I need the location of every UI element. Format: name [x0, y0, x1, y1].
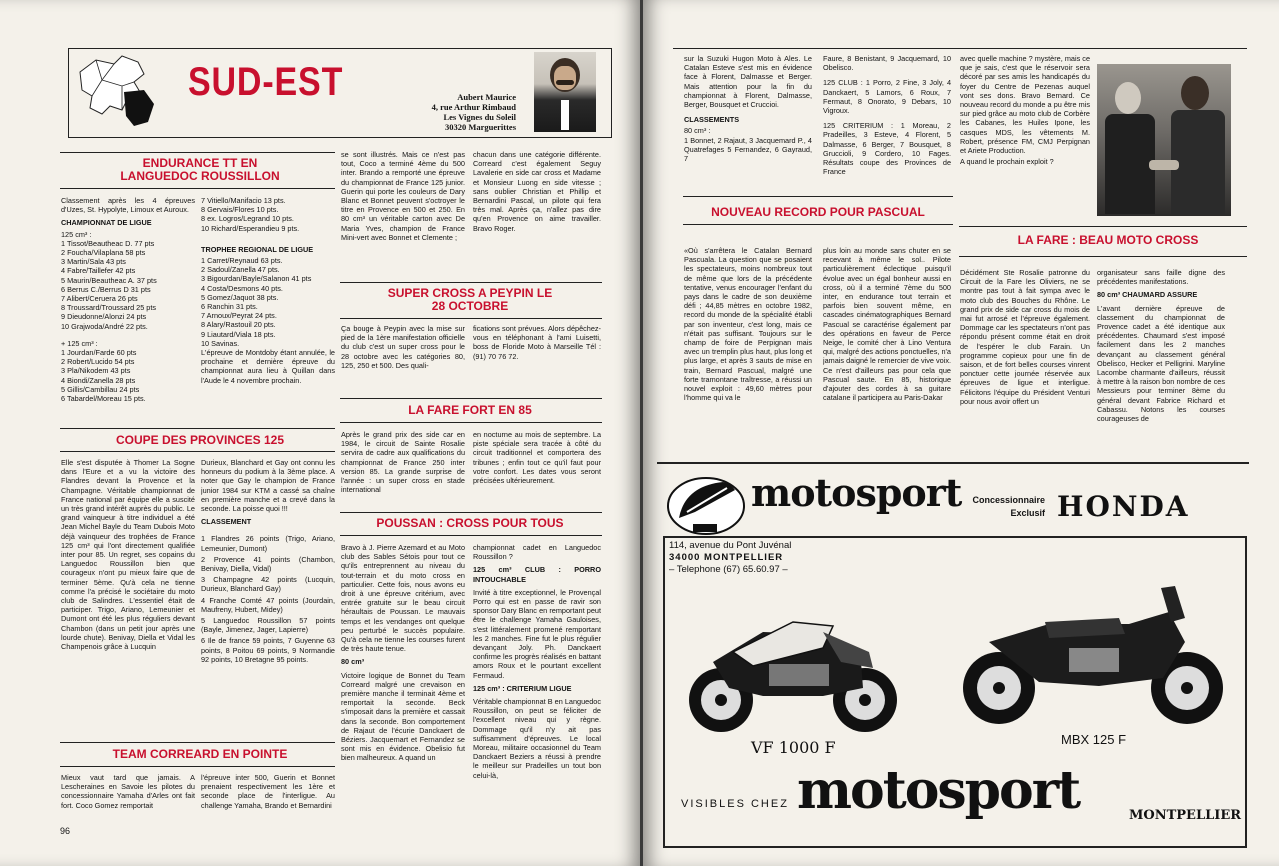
right-col1 [684, 54, 812, 194]
result-line: 4 Fabre/Taillefer 42 pts [61, 266, 136, 276]
rule [959, 226, 1247, 227]
rule [60, 152, 335, 153]
lafarefort-text-2: en nocturne au mois de septembre. La piste spéciale sera tracée à côté du circuit traditionnel et comportera des tribunes ; enfin tout ce qu'il faut pour votre confort. Les dates vous seront précisées ultérieurement. [473, 430, 601, 486]
subhead: 125 cm³ CLUB : PORRO INTOUCHABLE [473, 565, 601, 584]
result-line: 4 Franche Comté 47 points (Jourdain, Maufreny, Hubert, Midey) [201, 595, 335, 614]
lafare-text-2: organisateur sans faille digne des précédentes manifestations. [1097, 268, 1225, 287]
region-map-icon [74, 52, 160, 132]
right-col1-text: sur la Suzuki Hugon Moto à Ales. Le Catalan Esteve s'est mis en évidence face à Florent, Dalmasse et Berger. Mais attention pour la fin du championnat à Florent, Dalmasse, Berger, Bousquet et Cruccioi. [684, 54, 812, 110]
rule [60, 188, 335, 189]
rule [60, 766, 335, 767]
motorcycle-mbx125f-image [949, 578, 1239, 736]
poussan-text-2: championnat cadet en Languedoc Roussillon ? [473, 543, 601, 562]
result-line: 8 Gervais/Flores 10 pts. [201, 205, 279, 215]
result-line: 10 Grajwoda/André 22 pts. [61, 321, 148, 331]
lafare-title: LA FARE : BEAU MOTO CROSS [1017, 233, 1199, 247]
concession-block [949, 494, 1045, 520]
result-line: 6 Ranchin 31 pts. [201, 302, 258, 312]
contact-line: Les Vignes du Soleil [443, 112, 516, 122]
supercross-title: SUPER CROSS A PEYPIN LE 28 OCTOBRE [387, 286, 553, 313]
rule [60, 742, 335, 743]
right-col3-end: A quand le prochain exploit ? [960, 157, 1054, 167]
result-line: 5 Gomez/Jaquot 38 pts. [201, 292, 279, 302]
subhead: TROPHEE REGIONAL DE LIGUE [201, 244, 314, 254]
result-line: 8 Troussard/Troussard 25 pts [61, 303, 157, 313]
page-number: 96 [60, 826, 71, 836]
result-line: 7 Vitiello/Manifacio 13 pts. [201, 196, 286, 205]
poussan-text-crit: Véritable championnat B en Languedoc Roussillon, on peut se féliciter de l'excellent niveau qui y règne. Dommage qu'il n'y ait pas suffisamment d'épreuves. Le local Moreau, militaire occasionnel du Team Danckaert Beziers a réussi à prendre le meilleur sur Pradeilles un tout bon celui-là, [473, 697, 601, 780]
rule [657, 462, 1249, 464]
right-page [643, 0, 1279, 866]
correard-title: TEAM CORREARD EN POINTE [112, 747, 288, 761]
result-line: 8 ex. Logros/Legrand 10 pts. [201, 214, 294, 224]
right-col2-crit: 125 CRITERIUM : 1 Moreau, 2 Pradeilles, 3 Esteve, 4 Florent, 5 Dalmasse, 6 Berger, 7 Bousquet, 8 Gruccioli, 9 Cordero, 10 Fages. Résultats coupe des Provinces de France [823, 121, 951, 177]
result-line: 5 Maurin/Beautheac A. 37 pts [61, 275, 157, 285]
rule [340, 318, 602, 319]
honda-text: HONDA [1057, 490, 1190, 523]
result-line: 3 Pla/Nikodem 43 pts [61, 366, 131, 376]
result-line: 9 Dieudonne/Alonzi 24 pts [61, 312, 147, 322]
result-line: 7 Arnoux/Peyrat 24 pts. [201, 311, 277, 321]
result-line: 3 Champagne 42 points (Lucquin, Durieux, Blanchard Gay) [201, 575, 335, 594]
result-line: 4 Costa/Desmons 40 pts. [201, 283, 283, 293]
result-line: 1 Jourdan/Farde 60 pts [61, 348, 137, 358]
result-line: 3 Bigourdan/Bayle/Salanon 41 pts [201, 274, 312, 284]
rule [340, 422, 602, 423]
visibles-label: VISIBLES CHEZ [681, 798, 789, 810]
endurance-col1 [61, 196, 195, 434]
address-line: – Telephone (67) 65.60.97 – [669, 564, 788, 575]
result-line: 6 Berrus C./Berrus D 31 pts [61, 284, 151, 294]
poussan-col1 [341, 543, 465, 835]
motorcycle-vf1000f-image [673, 592, 913, 742]
rule [683, 196, 953, 197]
contact-block [380, 92, 516, 132]
rule [683, 224, 953, 225]
result-line: 5 Languedoc Roussillon 57 points (Bayle, Jimenez, Jager, Lapierre) [201, 616, 335, 635]
endurance-title: ENDURANCE TT EN LANGUEDOC ROUSSILLON [120, 156, 280, 183]
subhead: 80 cm³ [341, 657, 365, 667]
result-line: 6 Ile de france 59 points, 7 Guyenne 63 points, 8 Poitou 69 points, 9 Normandie 92 points, 10 Bretagne 95 points. [201, 636, 335, 664]
rule [673, 48, 1247, 49]
lafarefort-text-1: Après le grand prix des side car en 1984, le circuit de Sainte Rosalie servira de cadre aux qualifications du championnat de France 250 inter version 85. La grande surprise de l'année : un super cross en stade international [341, 430, 465, 495]
supercross-text-1: Ça bouge à Peypin avec la mise sur pied de la 1ère manifestation officielle du club c'est un super cross pour le 28 octobre avec les catégories 80, 125, 250 et 500. Des quali- [341, 324, 465, 370]
result-line: 9 Liautard/Viala 18 pts. [201, 329, 276, 339]
result-line: 10 Savinas. [201, 338, 240, 348]
correard-text-2: l'épreuve inter 500, Guerin et Bonnet prenaient respectivement les 1ère et seconde place de l'interligue. Au challenge Yamaha, Brando et Bernardini [201, 773, 335, 810]
coupe-text-2: Durieux, Blanchard et Gay ont connu les honneurs du podium à la 3ème place. A noter que Gay le champion de France junior 1984 sur KTM a cassé sa chaîne en première manche et a crevé dans la seconde. La poisse quoi !!! [201, 458, 335, 514]
poussan-title: POUSSAN : CROSS POUR TOUS [376, 516, 564, 530]
ad-brand-footer: motosport [797, 760, 1080, 821]
endurance-col2 [201, 196, 335, 434]
class-label: 125 cm³ : [61, 229, 92, 239]
rule [60, 451, 335, 452]
result-line: 2 Sadoul/Zanella 47 pts. [201, 265, 280, 275]
handshake-photo [1097, 64, 1231, 216]
right-col3 [960, 54, 1090, 214]
correard-continued-1: se sont illustrés. Mais ce n'est pas tout, Coco a terminé 4ème du 500 inter. Brando a remporté une épreuve du championnat de France 125 junior. Guerin qui porte les couleurs de Dary Blanc et Bonnet peuvent s'octroyer le titre en Provence en 500 et 250. En 80 cm³ un véritable carton avec De Maria Yves, champion de France Mini-vert avec Bonnet et Clemente ; [341, 150, 465, 242]
coupe-col2 [201, 458, 335, 738]
lafare-text-1: Décidément Ste Rosalie patronne du Circuit de la Fare les Oliviers, ne se montre pas tout à fait sympa avec le moto club des Bouches du Rhône. Le grand prix de side car cross du mois de mai fut arrosé et l'épreuve également. Dommage car les spectateurs n'ont pas répondu présent comme était en droit de l'espérer le club Farain. Un programme copieux pour une fin de saison, et de fort belles courses vinrent ponctuer cette journée réservée aux épreuves de ligue et interligue. Félicitons l'équipe du Président Venturi pour nous avoir offert un [960, 268, 1090, 406]
address-line: 34000 MONTPELLIER [669, 552, 784, 563]
result-line: 1 Carret/Reynaud 63 pts. [201, 256, 283, 266]
subhead: 80 cm³ CHAUMARD ASSURE [1097, 290, 1198, 300]
result-line: 2 Robert/Lucido 54 pts [61, 357, 135, 367]
concession-line: Exclusif [1010, 508, 1045, 518]
correard-text-1: Mieux vaut tard que jamais. A Lescheraines en Savoie les pilotes du concessionnaire Yamaha d'Arles ont fait fort. Coco Gomez remportait [61, 773, 195, 810]
result-line: 3 Martin/Sala 43 pts [61, 257, 126, 267]
class-label: + 125 cm³ : [61, 338, 98, 348]
subhead: CLASSEMENT [201, 517, 252, 527]
region-title: SUD-EST [188, 60, 344, 104]
rule [959, 256, 1247, 257]
model1-label: VF 1000 F [751, 738, 836, 757]
model2-label: MBX 125 F [1061, 732, 1127, 747]
result-line: 2 Foucha/Vilaplana 58 pts [61, 248, 146, 258]
poussan-text-1: Bravo à J. Pierre Azemard et au Moto club des Sables Sétois pour tout ce qu'ils entreprennent au niveau du tout-terrain et du moto cross en particulier. Cette fois, nous avons eu droit à une épreuve critérium, avec entrée gratuite sur le beau circuit héraultais de Poussan. Le mauvais temps et les vendanges ont quelque peu perturbé le succès populaire. Qu'à cela ne tienne les courses furent de très haute tenue. [341, 543, 465, 654]
contact-line: 30320 Marguerittes [444, 122, 516, 132]
record-title: NOUVEAU RECORD POUR PASCUAL [711, 205, 925, 219]
ad-brand: motosport [751, 470, 962, 515]
subhead: 125 cm³ : CRITERIUM LIGUE [473, 683, 572, 693]
lafare-text-80: L'avant dernière épreuve de classement du championnat de Provence cadet a été identique aux précédentes. Chaumard s'est imposé facilement dans les 2 manches devançant au classement général Obelisco, Hecker et Pelligrini. Maryline Lacombe charmante d'ailleurs, réussit à mettre à la raison bon nombre de ces Messieurs pour terminer 8ème du général devant Fabrice Richard et Cabassu. Notons les courses courageuses de [1097, 303, 1225, 424]
right-col2-club: 125 CLUB : 1 Porro, 2 Fine, 3 Joly, 4 Danckaert, 5 Lamors, 6 Roux, 7 Fermaut, 8 Onorato, 9 Debars, 10 Vigroux. [823, 78, 951, 116]
right-col3-text: avec quelle machine ? mystère, mais ce que je sais, c'est que le réservoir sera décoré par ses amis les handicapés du foyer du Centre de Pezenas auquel vont ses dons. Bravo Bernard. Ce nouveau record du monde a pu être mis sur pied grâce au moto club de Corbère les Cabanes, les Huiles Ipone, les casques MDS, les vêtements M. Robert, présence FM, CMJ Perpignan et Ariete Production. [960, 54, 1090, 156]
result-line: 7 Alibert/Ceruera 26 pts [61, 294, 138, 304]
address-line: 114, avenue du Pont Juvénal [669, 540, 792, 551]
lafarefort-title: LA FARE FORT EN 85 [408, 403, 532, 417]
honda-wing-logo [665, 466, 747, 538]
right-col2 [823, 54, 951, 194]
result-line: 2 Provence 41 points (Chambon, Benivay, Diella, Vidal) [201, 554, 335, 574]
rule [340, 282, 602, 283]
right-col1-list: 1 Bonnet, 2 Rajaut, 3 Jacquemard P., 4 Quatrefages 5 Fernandez, 6 Gayraud, 7 [684, 135, 812, 164]
poussan-col2 [473, 543, 601, 835]
class-label: 80 cm³ : [684, 126, 711, 136]
contact-line: Aubert Maurice [457, 92, 516, 102]
result-line: 5 Gillis/Cambillau 24 pts [61, 384, 140, 394]
result-line: 6 Tabardel/Moreau 15 pts. [61, 394, 146, 404]
ad-address [669, 540, 791, 576]
right-col2-top: Faure, 8 Benistant, 9 Jacquemard, 10 Obelisco. [823, 54, 951, 73]
subhead: CHAMPIONNAT DE LIGUE [61, 218, 152, 228]
coupe-text-1: Elle s'est disputée à Thomer La Sogne dans l'Eure et a vu la victoire des Flandres devant la Provence et la Champagne. Véritable championnat de France national par équipe elle a suscité un très grand intérêt auprès du public. Le grand vainqueur à titre individuel a été Jean Michel Bayle du Team Dubois Moto déjà vainqueur des trophées de France 125 cm³ qui l'ont directement qualifiée inter pour 85. Un regret, ses copains du Languedoc Roussillon bien que courageux n'ont pu mieux faire que de terminer 5ème. Qu'à cela ne tienne comme l'a précisé le sociétaire du moto club de Salindres. L'essentiel était de participer. Trigo, Ariano, Lemeunier et Dumont ont été les plus réguliers devant Chambon (dans un petit jour après une lourde chute). Benivay, Diella et Vidal les Champenois grâce à Lucquin [61, 458, 195, 652]
result-line: 10 Richard/Esperandieu 9 pts. [201, 223, 300, 233]
result-line: 1 Flandres 26 points (Trigo, Ariano, Lemeunier, Dumont) [201, 534, 335, 553]
contact-line: 4, rue Arthur Rimbaud [431, 102, 516, 112]
record-text-1: «Où s'arrêtera le Catalan Bernard Pascuala. La question que se posaient les spectateurs, moins nombreux tout de même que lors de la précédente tentative, venus encourager l'enfant du pays dans le cadre de son deuxième défi ; 44,85 mètres en octobre 1982, record du monde de la spécialité établi par son inventeur, c'est long, mais ce n'était pas suffisant. Toujours sur le champ de foire de Perpignan mais avec un tremplin plus haut, plus long et plus large, et après 3 sauts de mise en train, Bernard Pascual, malgré une forte tramontane traîtresse, a réussi un nouvel exploit : 49,60 mètres pour l'homme qui va le [684, 246, 812, 403]
rule [60, 428, 335, 429]
coupe-title: COUPE DES PROVINCES 125 [115, 433, 285, 447]
author-photo [534, 52, 596, 132]
poussan-text-80: Victoire logique de Bonnet du Team Correard malgré une crevaison en première manche il terminait 4ème et remportait la seconde. Beck s'imposait dans la première et cassait dans la seconde. Bon comportement de Rajaut de l'écurie Danckaert de Béziers. Jacquemart et Fernandez se sont mis en évidence. Obelisio fut bien malheureux. A quand un [341, 670, 465, 763]
correard-continued-2: chacun dans une catégorie différente. Correard c'est également Seguy Lavalerie en side car cross et Madame et Monsieur Luong en side vitesse ; sans oublier Christian et Phillip et Bernardini Pascal, un pilote qui fera très mal. Après ça, n'allez pas dire qu'en Provence on aime travailler. Bravo Roger. [473, 150, 601, 233]
endurance-intro: Classement après les 4 épreuves d'Uzes, St. Hypolyte, Limoux et Auroux. [61, 196, 195, 215]
poussan-text-125: Invité à titre exceptionnel, le Provençal Porro qui est en passe de ravir son sponsor Dary Blanc en remportant peut être le challenge Yamaha Gauloises, s'est littéralement promené remportant les 2 manches. Fine fut le plus régulier devançant Joly. Ph. Danckaert confirme les progrès réalisés en battant amors Roux et le pourtant excellent Fermaud. [473, 587, 601, 680]
result-line: 1 Tissot/Beautheac D. 77 pts [61, 238, 155, 248]
rule [340, 398, 602, 399]
supercross-text-2: fications sont prévues. Alors dépêchez-vous en téléphonant à l'ami Luisetti, boss de Floride Moto à Marseille Tél : (91) 70 76 72. [473, 324, 601, 361]
lafare-col2 [1097, 268, 1225, 458]
ad-city: MONTPELLIER [1129, 808, 1242, 823]
subhead: CLASSEMENTS [684, 115, 740, 125]
concession-line: Concessionnaire [972, 495, 1045, 505]
result-line: 4 Biondi/Zanella 28 pts [61, 375, 136, 385]
endurance-closing: L'épreuve de Montdoby étant annulée, le prochaine et dernière épreuve du championnat aura lieu à Quillan dans l'Aude le 4 novembre prochain. [201, 348, 335, 385]
rule [340, 535, 602, 536]
rule [340, 512, 602, 513]
record-text-2: plus loin au monde sans chuter en se recevant à même le sol.. Pilote particulièrement éclectique puisqu'il évolue avec un égal bonheur aussi en cross, où il a terminé 7ème du 500 inter, en endurance tout terrain et parfois bien souvent même, en cascades cinématographiques Bernard Pascual se caractérise également par des opérations en faveur de Perce Neige, le comité cher à Lino Ventura qui, malgré des actions ponctuelles, n'a jamais daigné le remercier de vive voix. Ce n'est d'ailleurs pas pour cela que Pascual saute. En 85, historique d'ajouter des cordes à sa guitare catalane il participera au Paris-Dakar [823, 246, 951, 403]
result-line: 8 Alary/Rastouil 20 pts. [201, 320, 276, 330]
